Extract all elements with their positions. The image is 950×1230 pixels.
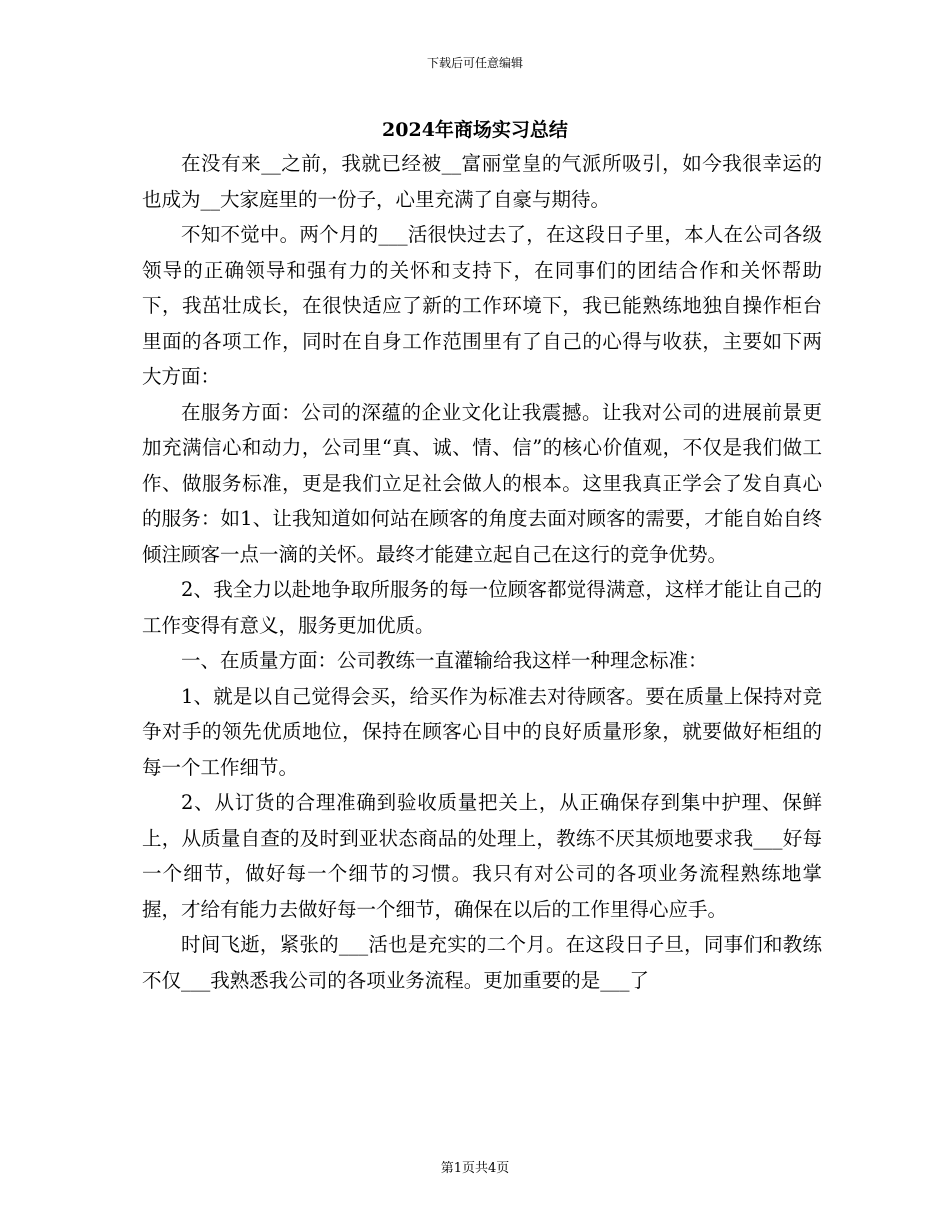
document-title: 2024年商场实习总结: [382, 119, 568, 141]
page-number-footer: 第1页共4页: [440, 1161, 510, 1176]
paragraph: 2、我全力以赴地争取所服务的每一位顾客都觉得满意，这样才能让自己的工作变得有意义，服务更加优质。: [142, 578, 822, 637]
paragraph: 一、在质量方面：公司教练一直灌输给我这样一种理念标准：: [181, 649, 708, 672]
paragraph: 2、从订货的合理准确到验收质量把关上，从正确保存到集中护理、保鲜上，从质量自查的及时到亚状态商品的处理上，教练不厌其烦地要求我___好每一个细节，做好每一个细节的习惯。我只有对公司的各项业务流程熟练地掌握，才给有能力去做好每一个细节，确保在以后的工作里得心应手。: [142, 791, 822, 921]
header-note: 下载后可任意编辑: [426, 56, 523, 70]
document-body: [142, 146, 822, 998]
paragraph: 在没有来__之前，我就已经被__富丽堂皇的气派所吸引，如今我很幸运的也成为__大家庭里的一份子，心里充满了自豪与期待。: [142, 152, 822, 211]
paragraph: 时间飞逝，紧张的___活也是充实的二个月。在这段日子旦，同事们和教练不仅___我熟悉我公司的各项业务流程。更加重要的是___了: [142, 933, 822, 992]
paragraph: 1、就是以自己觉得会买，给买作为标准去对待顾客。要在质量上保持对竞争对手的领先优质地位，保持在顾客心目中的良好质量形象，就要做好柜组的每一个工作细节。: [142, 684, 822, 779]
paragraph: 不知不觉中。两个月的___活很快过去了，在这段日子里，本人在公司各级领导的正确领导和强有力的关怀和支持下，在同事们的团结合作和关怀帮助下，我茁壮成长，在很快适应了新的工作环境下，我已能熟练地独自操作柜台里面的各项工作，同时在自身工作范围里有了自己的心得与收获，主要如下两大方面：: [142, 223, 822, 388]
paragraph: 在服务方面：公司的深蕴的企业文化让我震撼。让我对公司的进展前景更加充满信心和动力，公司里“真、诚、情、信”的核心价值观，不仅是我们做工作、做服务标准，更是我们立足社会做人的根本。这里我真正学会了发自真心的服务：如1、让我知道如何站在顾客的角度去面对顾客的需要，才能自始自终倾注顾客一点一滴的关怀。最终才能建立起自己在这行的竞争优势。: [142, 400, 822, 566]
